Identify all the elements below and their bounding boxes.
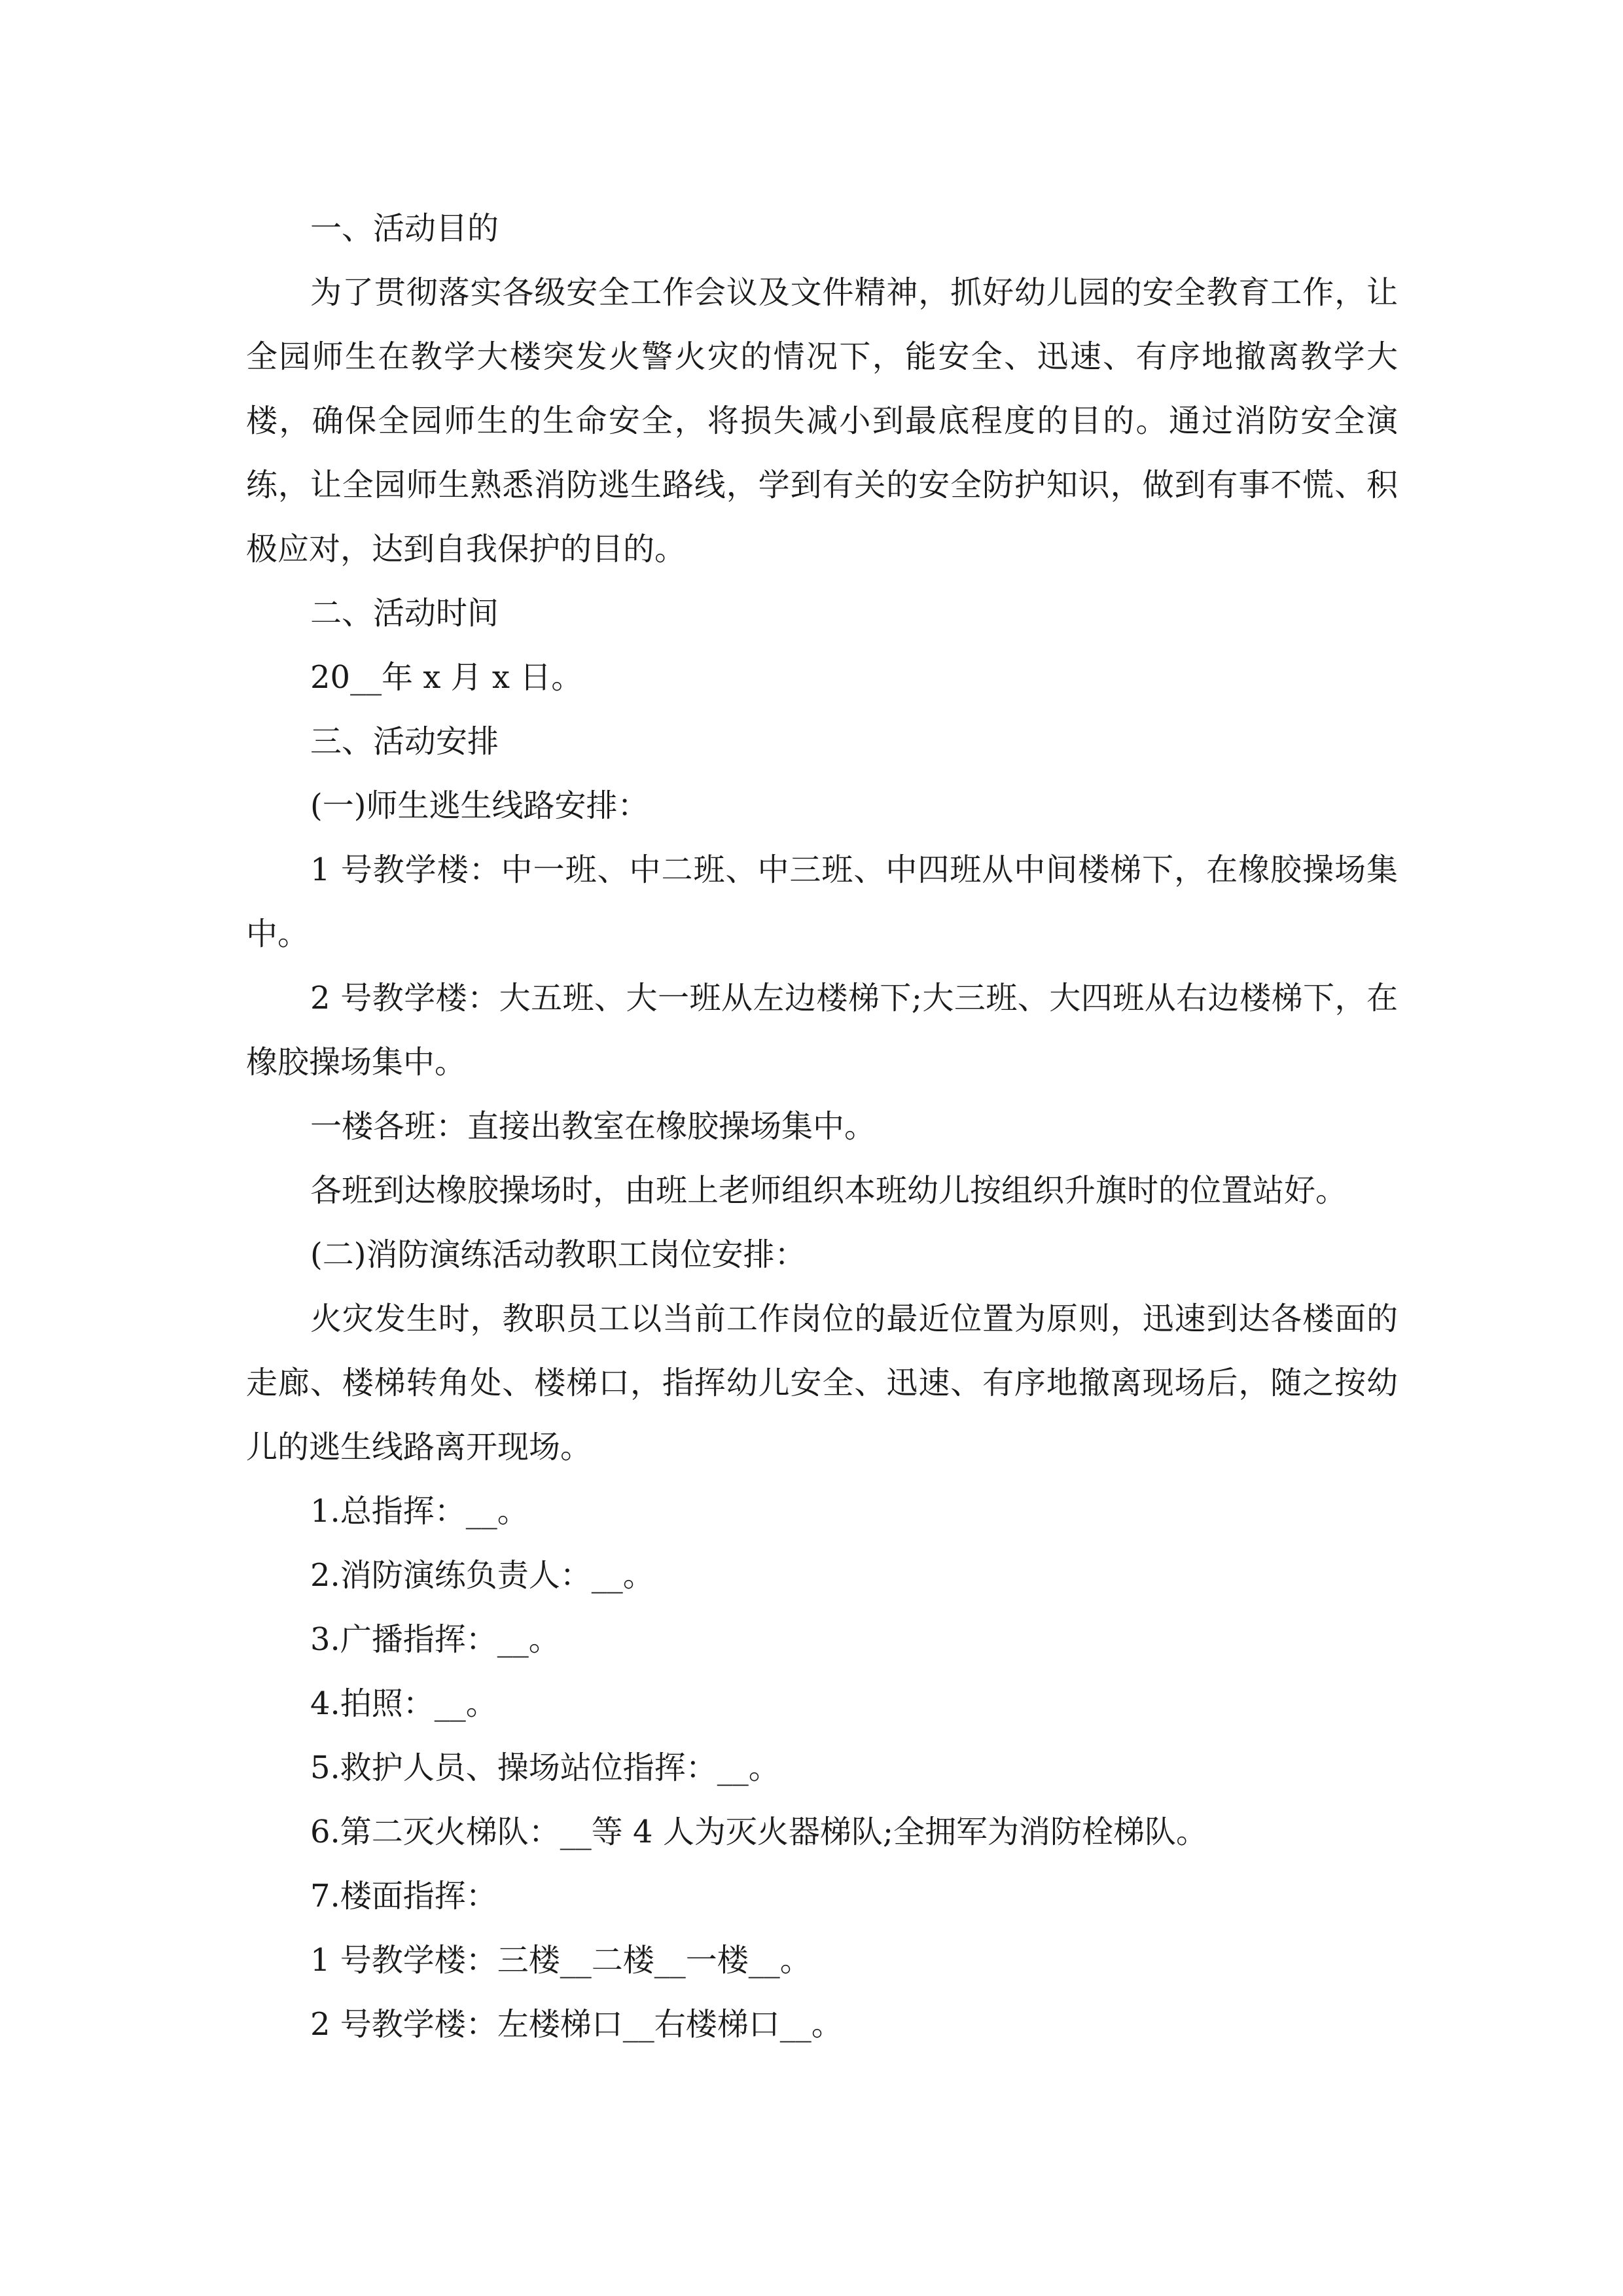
building-1-route: 1 号教学楼：中一班、中二班、中三班、中四班从中间楼梯下，在橡胶操场集中。 (246, 852, 1398, 952)
list-item: 6.第二灭火梯队：__等 4 人为灭火器梯队;全拥军为消防栓梯队。 (310, 1814, 1208, 1850)
list-item: 5.救护人员、操场站位指挥：__。 (310, 1749, 780, 1786)
list-item: 2.消防演练负责人：__。 (310, 1557, 654, 1594)
document-body (246, 196, 1398, 2056)
building-2-route: 2 号教学楼：大五班、大一班从左边楼梯下;大三班、大四班从右边楼梯下，在橡胶操场集中。 (246, 980, 1398, 1081)
subheading-escape-routes: (一)师生逃生线路安排： (310, 787, 649, 824)
section-heading-arrangement: 三、活动安排 (310, 723, 499, 760)
subheading-staff-posts: (二)消防演练活动教职工岗位安排： (310, 1236, 806, 1273)
activity-date: 20__年 x 月 x 日。 (310, 659, 583, 696)
list-item: 4.拍照：__。 (310, 1685, 497, 1722)
floor-command-building-2: 2 号教学楼：左楼梯口__右楼梯口__。 (310, 2006, 843, 2043)
section-heading-time: 二、活动时间 (310, 595, 499, 632)
list-item: 1.总指挥：__。 (310, 1493, 529, 1530)
list-item: 3.广播指挥：__。 (310, 1621, 560, 1658)
section-heading-purpose: 一、活动目的 (310, 210, 499, 247)
assembly-instruction: 各班到达橡胶操场时，由班上老师组织本班幼儿按组织升旗时的位置站好。 (310, 1172, 1347, 1209)
floor-command-building-1: 1 号教学楼：三楼__二楼__一楼__。 (310, 1942, 812, 1979)
purpose-paragraph: 为了贯彻落实各级安全工作会议及文件精神，抓好幼儿园的安全教育工作，让全园师生在教学大楼突发火警火灾的情况下，能安全、迅速、有序地撤离教学大楼，确保全园师生的生命安全，将损失减小到最底程度的目的。通过消防安全演练，让全园师生熟悉消防逃生路线，学到有关的安全防护知识，做到有事不慌、积极应对，达到自我保护的目的。 (246, 274, 1398, 567)
staff-duty-paragraph: 火灾发生时，教职员工以当前工作岗位的最近位置为原则，迅速到达各楼面的走廊、楼梯转角处、楼梯口，指挥幼儿安全、迅速、有序地撤离现场后，随之按幼儿的逃生线路离开现场。 (246, 1300, 1398, 1465)
first-floor-route: 一楼各班：直接出教室在橡胶操场集中。 (310, 1108, 876, 1145)
list-item: 7.楼面指挥： (310, 1878, 497, 1914)
